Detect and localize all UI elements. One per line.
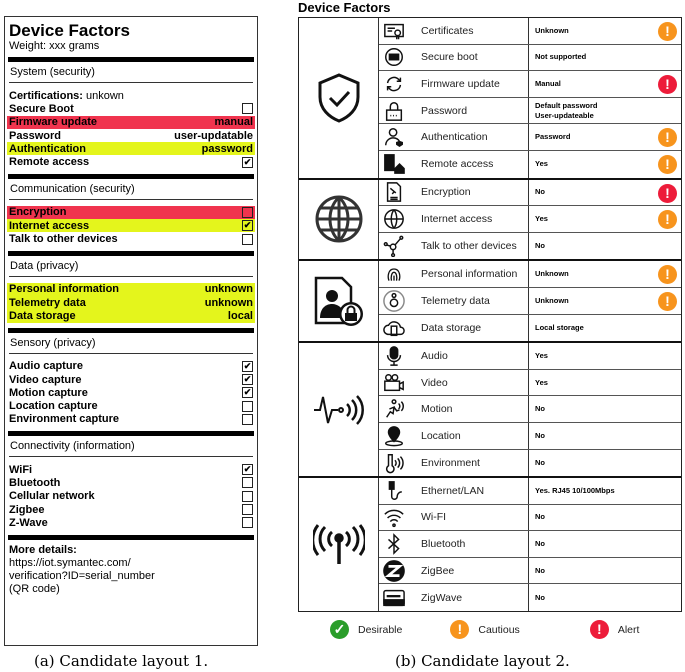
factor-label: WiFi bbox=[9, 463, 33, 476]
factor-value-cell bbox=[529, 45, 681, 71]
factor-value-cell bbox=[529, 151, 681, 178]
legend-label: Desirable bbox=[358, 623, 403, 636]
factor-label: Location bbox=[409, 423, 529, 449]
factor-label: Authentication bbox=[9, 142, 86, 155]
checkbox[interactable]: ✔ bbox=[243, 374, 252, 384]
alert-status-icon: ! bbox=[590, 620, 609, 639]
factor-row bbox=[7, 296, 255, 309]
factor-row bbox=[7, 463, 255, 476]
factor-row bbox=[7, 476, 255, 489]
checkbox[interactable] bbox=[242, 414, 253, 425]
factor-row bbox=[379, 45, 681, 72]
factor-label: Encryption bbox=[409, 180, 529, 206]
cautious-status-icon: ! bbox=[658, 292, 677, 311]
factor-row bbox=[7, 89, 255, 102]
factor-value-cell bbox=[529, 478, 681, 504]
factor-row bbox=[379, 423, 681, 450]
factor-group bbox=[299, 478, 681, 611]
factor-row bbox=[379, 584, 681, 611]
factor-label: Bluetooth bbox=[9, 476, 61, 489]
cautious-status-icon: ! bbox=[658, 210, 677, 229]
divider bbox=[8, 57, 254, 62]
globe-icon bbox=[299, 180, 379, 260]
factor-value: unknown bbox=[204, 296, 253, 309]
factor-label: Talk to other devices bbox=[409, 233, 529, 260]
factor-value: No bbox=[535, 565, 545, 575]
factor-label: Personal information bbox=[9, 283, 120, 296]
factor-value: Unknown bbox=[535, 25, 569, 35]
fingerprint-icon bbox=[379, 261, 409, 287]
factor-value: Default password User-updateable bbox=[535, 100, 598, 120]
factor-value-cell bbox=[529, 423, 681, 449]
weight-text: Weight: xxx grams bbox=[9, 40, 100, 52]
factor-label: Internet access bbox=[409, 206, 529, 232]
group-rows bbox=[379, 261, 681, 341]
factor-row bbox=[7, 206, 255, 219]
factor-value: Yes bbox=[535, 159, 548, 169]
factor-row bbox=[7, 373, 255, 386]
more-details-line: verification?ID=serial_number bbox=[9, 569, 155, 582]
factor-group bbox=[299, 261, 681, 343]
factor-label: Secure boot bbox=[409, 45, 529, 71]
factor-label: Motion capture bbox=[9, 386, 88, 399]
factor-value: No bbox=[535, 457, 545, 467]
factor-value-cell bbox=[529, 124, 681, 150]
factor-value: unkown bbox=[85, 89, 124, 102]
factor-row bbox=[379, 180, 681, 207]
factor-value-cell bbox=[529, 233, 681, 260]
layout-1-title: Device Factors bbox=[9, 21, 130, 40]
divider bbox=[9, 353, 253, 354]
factor-row bbox=[379, 343, 681, 370]
section-heading: Connectivity (information) bbox=[10, 440, 135, 453]
factor-label: Audio capture bbox=[9, 360, 83, 373]
factor-value: password bbox=[201, 142, 253, 155]
divider bbox=[8, 431, 254, 436]
zwave-icon bbox=[379, 584, 409, 611]
sensor-waves-icon bbox=[299, 343, 379, 476]
legend-item-alert bbox=[590, 620, 640, 639]
checkbox[interactable] bbox=[242, 401, 253, 412]
factor-label: Firmware update bbox=[409, 71, 529, 97]
factor-label: Internet access bbox=[9, 219, 90, 232]
more-details-title: More details: bbox=[9, 543, 77, 556]
factor-label: Video bbox=[409, 370, 529, 396]
factor-label: Ethernet/LAN bbox=[409, 478, 529, 504]
factor-label: Remote access bbox=[9, 156, 90, 169]
factor-group bbox=[299, 18, 681, 180]
cloud-storage-icon bbox=[379, 315, 409, 342]
more-details-line: (QR code) bbox=[9, 582, 60, 595]
caption-b: (b) Candidate layout 2. bbox=[395, 652, 570, 670]
motion-icon bbox=[379, 396, 409, 422]
factor-value-cell bbox=[529, 396, 681, 422]
factor-label: Video capture bbox=[9, 373, 82, 386]
factor-row bbox=[379, 18, 681, 45]
legend-label: Alert bbox=[617, 623, 640, 636]
layout-2-table bbox=[298, 17, 682, 612]
factor-row bbox=[7, 155, 255, 168]
factor-label: Wi-FI bbox=[409, 505, 529, 531]
microphone-icon bbox=[379, 343, 409, 369]
factor-value: Unknown bbox=[535, 269, 569, 279]
section-heading: Data (privacy) bbox=[10, 259, 79, 272]
legend-item-desirable bbox=[330, 620, 402, 639]
divider bbox=[8, 535, 254, 540]
factor-value-cell bbox=[529, 206, 681, 232]
refresh-icon bbox=[379, 71, 409, 97]
factor-value: No bbox=[535, 187, 545, 197]
alert-status-icon: ! bbox=[658, 184, 677, 203]
factor-label: Environment capture bbox=[9, 413, 120, 426]
factor-value-cell bbox=[529, 370, 681, 396]
checkbox[interactable]: ✔ bbox=[243, 220, 252, 231]
factor-row bbox=[379, 71, 681, 98]
factor-row bbox=[379, 450, 681, 477]
factor-value: No bbox=[535, 512, 545, 522]
factor-row bbox=[7, 503, 255, 516]
factor-value: Not supported bbox=[535, 52, 587, 62]
wifi-icon bbox=[379, 505, 409, 531]
factor-label: Secure Boot bbox=[9, 102, 74, 115]
zigbee-icon bbox=[379, 558, 409, 584]
factor-group bbox=[299, 343, 681, 478]
divider bbox=[8, 174, 254, 179]
factor-value-cell bbox=[529, 531, 681, 557]
cautious-status-icon: ! bbox=[658, 265, 677, 284]
checkbox[interactable] bbox=[242, 504, 253, 515]
checkbox[interactable] bbox=[242, 103, 253, 114]
divider bbox=[8, 328, 254, 333]
factor-label: Data storage bbox=[9, 309, 76, 322]
factor-label: Telemetry data bbox=[9, 296, 86, 309]
checkbox[interactable]: ✔ bbox=[243, 464, 252, 475]
factor-label: Certifications: bbox=[9, 89, 83, 102]
factor-label: Password bbox=[409, 98, 529, 124]
factor-value: No bbox=[535, 404, 545, 414]
cautious-status-icon: ! bbox=[658, 155, 677, 174]
layout-1-panel bbox=[4, 16, 258, 646]
factor-label: Authentication bbox=[409, 124, 529, 150]
caption-a: (a) Candidate layout 1. bbox=[34, 652, 209, 670]
factor-label: ZigBee bbox=[409, 558, 529, 584]
factor-row bbox=[379, 206, 681, 233]
group-rows bbox=[379, 478, 681, 611]
factor-label: Personal information bbox=[409, 261, 529, 287]
factor-value-cell bbox=[529, 505, 681, 531]
divider bbox=[9, 276, 253, 277]
factor-label: Talk to other devices bbox=[9, 233, 118, 246]
factor-label: Certificates bbox=[409, 18, 529, 44]
factor-label: Motion bbox=[409, 396, 529, 422]
legend-label: Cautious bbox=[478, 623, 520, 636]
group-rows bbox=[379, 18, 681, 178]
ethernet-icon bbox=[379, 478, 409, 504]
factor-row bbox=[7, 232, 255, 245]
section-heading: Sensory (privacy) bbox=[10, 336, 96, 349]
factor-row bbox=[379, 396, 681, 423]
factor-label-group bbox=[9, 90, 124, 102]
factor-label: Audio bbox=[409, 343, 529, 369]
group-rows bbox=[379, 343, 681, 476]
factor-row bbox=[7, 386, 255, 399]
factor-value: unknown bbox=[204, 283, 253, 296]
factor-row bbox=[379, 370, 681, 397]
telemetry-icon bbox=[379, 288, 409, 314]
factor-row bbox=[379, 288, 681, 315]
factor-row bbox=[379, 558, 681, 585]
factor-row bbox=[379, 315, 681, 342]
factor-label: Data storage bbox=[409, 315, 529, 342]
factor-row bbox=[7, 490, 255, 503]
chip-icon bbox=[379, 45, 409, 71]
factor-row bbox=[379, 531, 681, 558]
factor-row bbox=[7, 516, 255, 529]
factor-value: manual bbox=[214, 116, 253, 129]
layout-2-title: Device Factors bbox=[298, 0, 391, 15]
factor-group bbox=[299, 180, 681, 262]
checkbox[interactable]: ✔ bbox=[243, 387, 252, 398]
factor-row bbox=[7, 142, 255, 155]
checkbox[interactable] bbox=[242, 207, 253, 218]
factor-row bbox=[7, 360, 255, 373]
factor-value: No bbox=[535, 592, 545, 602]
factor-label: Bluetooth bbox=[409, 531, 529, 557]
factor-label: Z-Wave bbox=[9, 516, 48, 529]
factor-row bbox=[379, 233, 681, 260]
factor-value-cell bbox=[529, 98, 681, 124]
divider bbox=[9, 456, 253, 457]
factor-value: user-updatable bbox=[174, 129, 253, 142]
factor-label: Zigbee bbox=[9, 503, 45, 516]
factor-value: Password bbox=[535, 132, 571, 142]
factor-row bbox=[379, 124, 681, 151]
factor-value-cell bbox=[529, 584, 681, 611]
factor-value: Yes bbox=[535, 213, 548, 223]
factor-row bbox=[7, 413, 255, 426]
www-globe-icon bbox=[379, 206, 409, 232]
checkbox[interactable] bbox=[242, 491, 253, 502]
factor-row bbox=[379, 261, 681, 288]
factor-row bbox=[379, 478, 681, 505]
factor-row bbox=[7, 219, 255, 232]
factor-row bbox=[7, 129, 255, 142]
bluetooth-icon bbox=[379, 531, 409, 557]
factor-label: Telemetry data bbox=[409, 288, 529, 314]
factor-label: Encryption bbox=[9, 206, 67, 219]
factor-value: Local storage bbox=[535, 322, 584, 332]
factor-value-cell bbox=[529, 288, 681, 314]
factor-row bbox=[7, 309, 255, 322]
factor-value: Unknown bbox=[535, 295, 569, 305]
section-heading: Communication (security) bbox=[10, 182, 135, 195]
factor-value: Yes. RJ45 10/100Mbps bbox=[535, 485, 615, 495]
factor-value: No bbox=[535, 241, 545, 251]
factor-label: Password bbox=[9, 129, 61, 142]
factor-label: Firmware update bbox=[9, 116, 98, 129]
document-person-lock-icon bbox=[299, 261, 379, 341]
checkbox[interactable] bbox=[242, 477, 253, 488]
factor-row bbox=[379, 98, 681, 125]
factor-value-cell bbox=[529, 315, 681, 342]
cautious-status-icon: ! bbox=[450, 620, 469, 639]
certificate-icon bbox=[379, 18, 409, 44]
lock-icon bbox=[379, 98, 409, 124]
factor-label: Remote access bbox=[409, 151, 529, 178]
factor-value-cell bbox=[529, 18, 681, 44]
alert-status-icon: ! bbox=[658, 75, 677, 94]
factor-value: No bbox=[535, 539, 545, 549]
more-details-line: https://iot.symantec.com/ bbox=[9, 556, 131, 569]
factor-value-cell bbox=[529, 558, 681, 584]
factor-label: ZigWave bbox=[409, 584, 529, 611]
factor-value: Yes bbox=[535, 350, 548, 360]
factor-label: Location capture bbox=[9, 400, 98, 413]
factor-label: Cellular network bbox=[9, 490, 95, 503]
group-rows bbox=[379, 180, 681, 260]
factor-value: Manual bbox=[535, 78, 561, 88]
checkbox[interactable] bbox=[242, 234, 253, 245]
cautious-status-icon: ! bbox=[658, 22, 677, 41]
divider bbox=[9, 199, 253, 200]
cautious-status-icon: ! bbox=[658, 128, 677, 147]
thermometer-icon bbox=[379, 450, 409, 477]
legend bbox=[330, 620, 670, 639]
factor-row bbox=[7, 116, 255, 129]
network-icon bbox=[379, 233, 409, 260]
desirable-status-icon: ✓ bbox=[330, 620, 349, 639]
legend-item-cautious bbox=[450, 620, 519, 639]
location-pin-icon bbox=[379, 423, 409, 449]
factor-value: local bbox=[227, 309, 253, 322]
factor-value-cell bbox=[529, 180, 681, 206]
factor-value-cell bbox=[529, 71, 681, 97]
factor-value: Yes bbox=[535, 377, 548, 387]
user-shield-icon bbox=[379, 124, 409, 150]
divider bbox=[9, 82, 253, 83]
factor-row bbox=[7, 283, 255, 296]
factor-row bbox=[379, 505, 681, 532]
video-camera-icon bbox=[379, 370, 409, 396]
building-home-icon bbox=[379, 151, 409, 178]
antenna-icon bbox=[299, 478, 379, 611]
checkbox[interactable]: ✔ bbox=[243, 360, 252, 371]
factor-value-cell bbox=[529, 343, 681, 369]
section-heading: System (security) bbox=[10, 66, 95, 78]
factor-label: Environment bbox=[409, 450, 529, 477]
factor-row bbox=[7, 399, 255, 412]
checkbox[interactable]: ✔ bbox=[243, 156, 252, 167]
checkbox[interactable] bbox=[242, 517, 253, 528]
divider bbox=[8, 251, 254, 256]
factor-row bbox=[379, 151, 681, 178]
document-key-icon bbox=[379, 180, 409, 206]
factor-value-cell bbox=[529, 450, 681, 477]
factor-row bbox=[7, 102, 255, 115]
shield-check-icon bbox=[299, 18, 379, 178]
factor-value-cell bbox=[529, 261, 681, 287]
factor-value: No bbox=[535, 430, 545, 440]
more-details bbox=[9, 544, 253, 596]
